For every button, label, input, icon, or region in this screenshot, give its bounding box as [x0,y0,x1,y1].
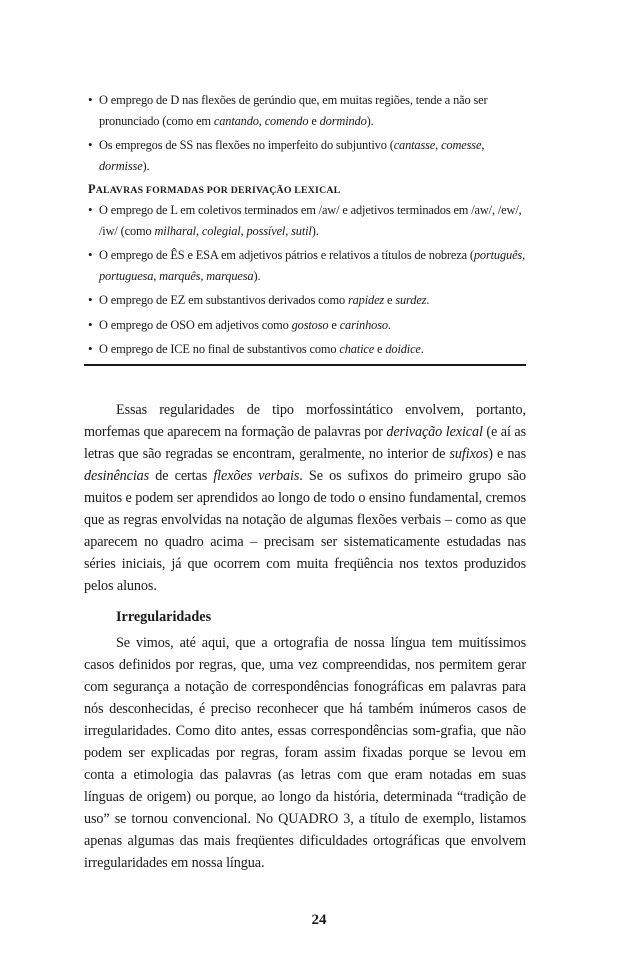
heading-rest: ALAVRAS FORMADAS POR DERIVAÇÃO LEXICAL [95,185,341,196]
para-italic-term: derivação lexical [386,424,483,440]
bullet-text: O emprego de L em coletivos terminados em /aw/ e adjetivos terminados em /aw/, /ew/, /iw/ (como milharal, colegial, possível, sutil). [99,203,522,238]
bullet-list-derivacao-lexical [84,200,526,360]
bullet-item [84,135,526,176]
bullet-italic-term: comendo [264,113,309,128]
bullet-italic-term: rapidez [347,293,385,307]
box-bottom-rule [84,364,526,366]
bullet-text: O emprego de ICE no final de substantivos como chatice e doidice. [99,342,424,356]
bullet-item [84,339,526,360]
bullet-dot-icon: • [88,247,93,262]
paragraph-irregularidades: Se vimos, até aqui, que a ortografia de nossa língua tem muitíssimos casos definidos por regras, que, uma vez compreendidas, nos permitem gerar com segurança a notação de correspondências fonográficas em palavras para nós desconhecidas, é preciso reconhecer que há também inúmeros casos de irregularidades. Como dito antes, essas correspondências som-grafia, que não podem ser explicadas por regras, foram assim fixadas porque se levou em conta a etimologia das palavras (as letras com que eram notadas em suas línguas de origem) ou porque, ao longo da história, determinada “tradição de uso” se tornou convencional. No QUADRO 3, a título de exemplo, listamos apenas algumas das mais freqüentes dificuldades ortográficas que envolvem irregularidades em nossa língua. [84,635,526,871]
page-number: 24 [311,912,327,928]
bullet-item [84,245,526,286]
bullet-text: O emprego de EZ em substantivos derivados como rapidez e surdez. [99,293,430,307]
bullet-italic-term: dormisse [99,158,143,173]
bullet-text: O emprego de OSO em adjetivos como gostoso e carinhoso. [99,317,391,332]
bullet-italic-term: cantando [213,113,259,128]
bullet-dot-icon: • [88,341,93,356]
bullet-italic-term: marquês [159,268,201,283]
para-italic-term: flexões verbais [213,468,300,484]
bullet-italic-term: surdez [395,293,427,307]
bullet-text: Os empregos de SS nas flexões no imperfeito do subjuntivo (cantasse, comesse, dormisse). [99,138,485,173]
bullet-italic-term: português [473,248,523,262]
bullet-item [84,200,526,241]
heading-initial: P [88,182,96,196]
section-heading-irregularidades: Irregularidades [116,609,212,625]
bullet-item [84,90,526,131]
bullet-italic-term: portuguesa [99,268,154,283]
bullet-italic-term: sutil [291,223,312,238]
bullet-italic-term: gostoso [291,317,329,332]
rules-box [84,90,526,366]
bullet-dot-icon: • [88,137,93,152]
box-section-heading [88,182,526,197]
bullet-dot-icon: • [88,92,93,107]
bullet-dot-icon: • [88,316,93,332]
para-italic-term: sufixos [449,446,489,462]
bullet-italic-term: chatice [339,342,375,356]
bullet-item [84,290,526,311]
bullet-dot-icon: • [88,292,93,307]
bullet-text: O emprego de ÊS e ESA em adjetivos pátrios e relativos a títulos de nobreza (português, portuguesa, marquês, marquesa). [99,248,526,283]
bullet-italic-term: colegial [201,223,241,238]
bullet-dot-icon: • [88,202,93,217]
bullet-item [84,315,526,336]
bullet-italic-term: possível [246,223,286,238]
main-text [84,399,526,874]
bullet-list-gerund-subjunctive [84,90,526,176]
para-italic-term: desinências [84,468,150,484]
bullet-italic-term: marquesa [206,268,254,283]
bullet-italic-term: carinhoso [339,317,388,332]
bullet-text: O emprego de D nas flexões de gerúndio que, em muitas regiões, tende a não ser pronunciado (como em cantando, comendo e dormindo). [99,93,488,128]
bullet-italic-term: cantasse [393,138,436,152]
bullet-italic-term: dormindo [319,113,367,128]
bullet-italic-term: milharal [154,223,196,238]
bullet-italic-term: doidice [385,342,421,356]
bullet-italic-term: comesse [441,138,482,152]
paragraph-regularidades: Essas regularidades de tipo morfossintático envolvem, portanto, morfemas que aparecem na formação de palavras por derivação lexical (e aí as letras que são regradas se encontram, geralmente, no interior de sufixos) e nas desinências de certas flexões verbais. Se os sufixos do primeiro grupo são muitos e podem ser aprendidos ao longo de todo o ensino fundamental, cremos que as regras envolvidas na notação de algumas flexões verbais – como as que aparecem no quadro acima – precisam ser sistematicamente estudadas nas séries iniciais, já que ocorrem com muita freqüência nos textos produzidos pelos alunos. [84,402,527,594]
